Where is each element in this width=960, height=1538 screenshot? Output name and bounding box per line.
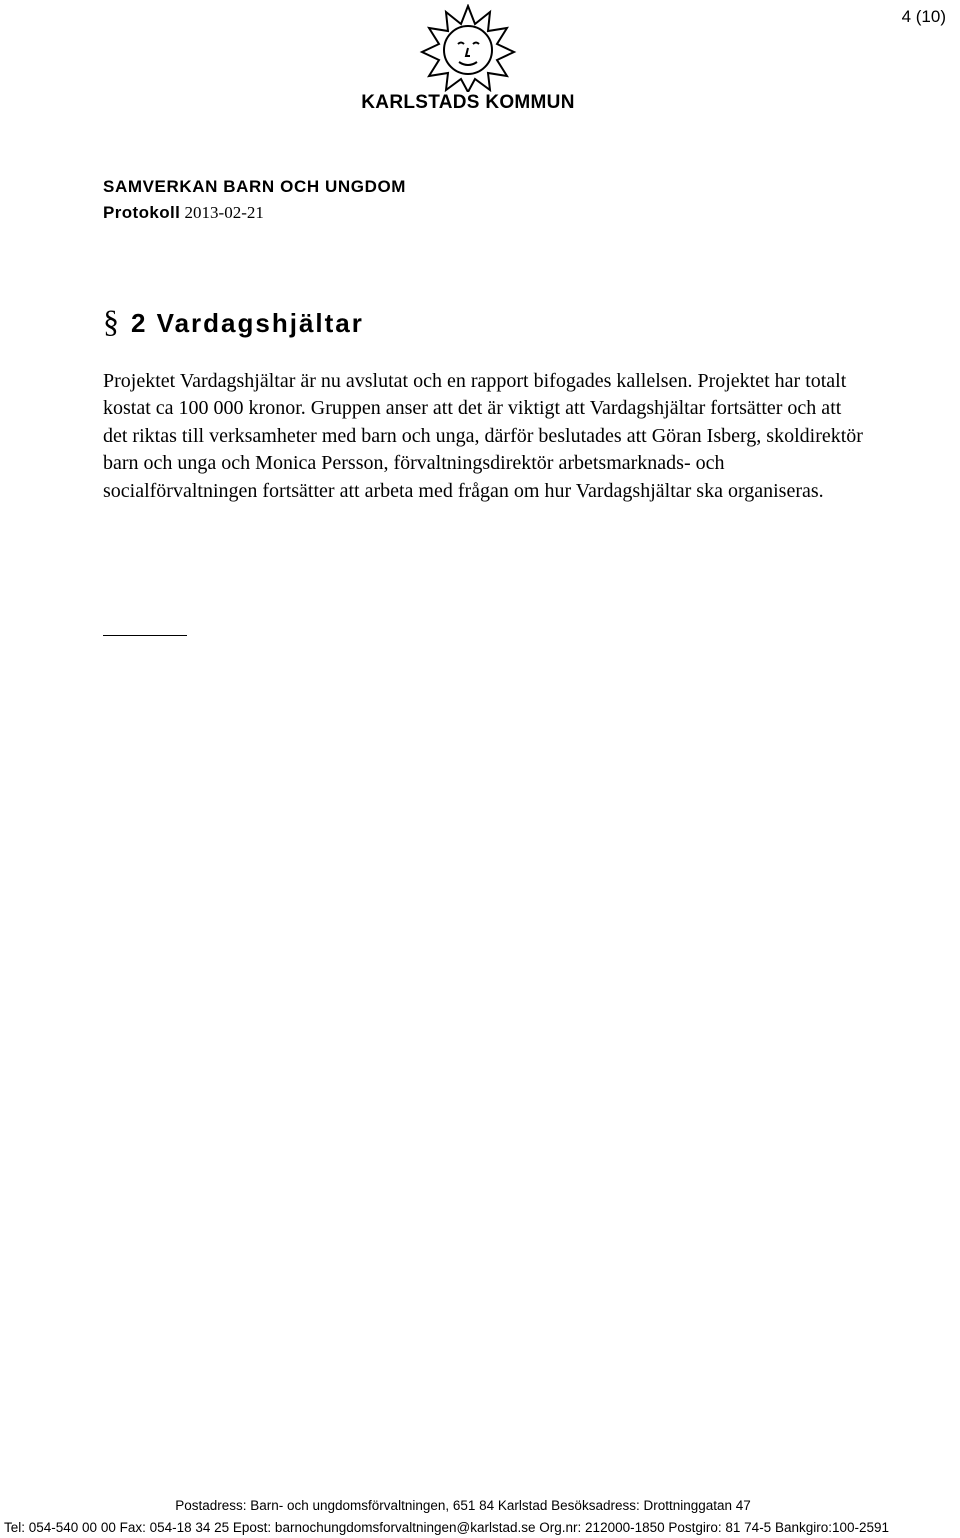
footer-contact: Tel: 054-540 00 00 Fax: 054-18 34 25 Epost: barnochungdomsforvaltningen@karlstad.se Org.nr: 212000-1850 Postgiro: 81 74-5 Bankgiro:100-2591 [4,1520,890,1535]
paragraph-symbol: § [103,303,119,339]
page-number: 4 (10) [901,7,946,26]
protocol-date: 2013-02-21 [184,203,264,222]
divider-line [103,635,187,636]
section-heading [103,303,364,340]
body-paragraph: Projektet Vardagshjältar är nu avslutat och en rapport bifogades kallelsen. Projektet har totalt kostat ca 100 000 kronor. Gruppen anser att det är viktigt att Vardagshjältar fortsätter och att det riktas till verksamheter med barn och unga, därför beslutades att Göran Isberg, skoldirektör barn och unga och Monica Persson, förvaltningsdirektör arbetsmarknads- och socialförvaltningen fortsätter att arbeta med frågan om hur Vardagshjältar ska organiseras. [103,370,863,502]
section-title: 2 Vardagshjältar [131,308,364,338]
organization-name: SAMVERKAN BARN OCH UNGDOM [103,177,407,196]
karlstad-logo [348,4,588,114]
logo-text: KARLSTADS KOMMUN [361,92,575,113]
footer-address: Postadress: Barn- och ungdomsförvaltningen, 651 84 Karlstad Besöksadress: Drottninggatan 47 [175,1498,751,1513]
protocol-line [103,203,264,223]
protocol-label: Protokoll [103,203,181,222]
sun-face-icon [418,4,518,92]
